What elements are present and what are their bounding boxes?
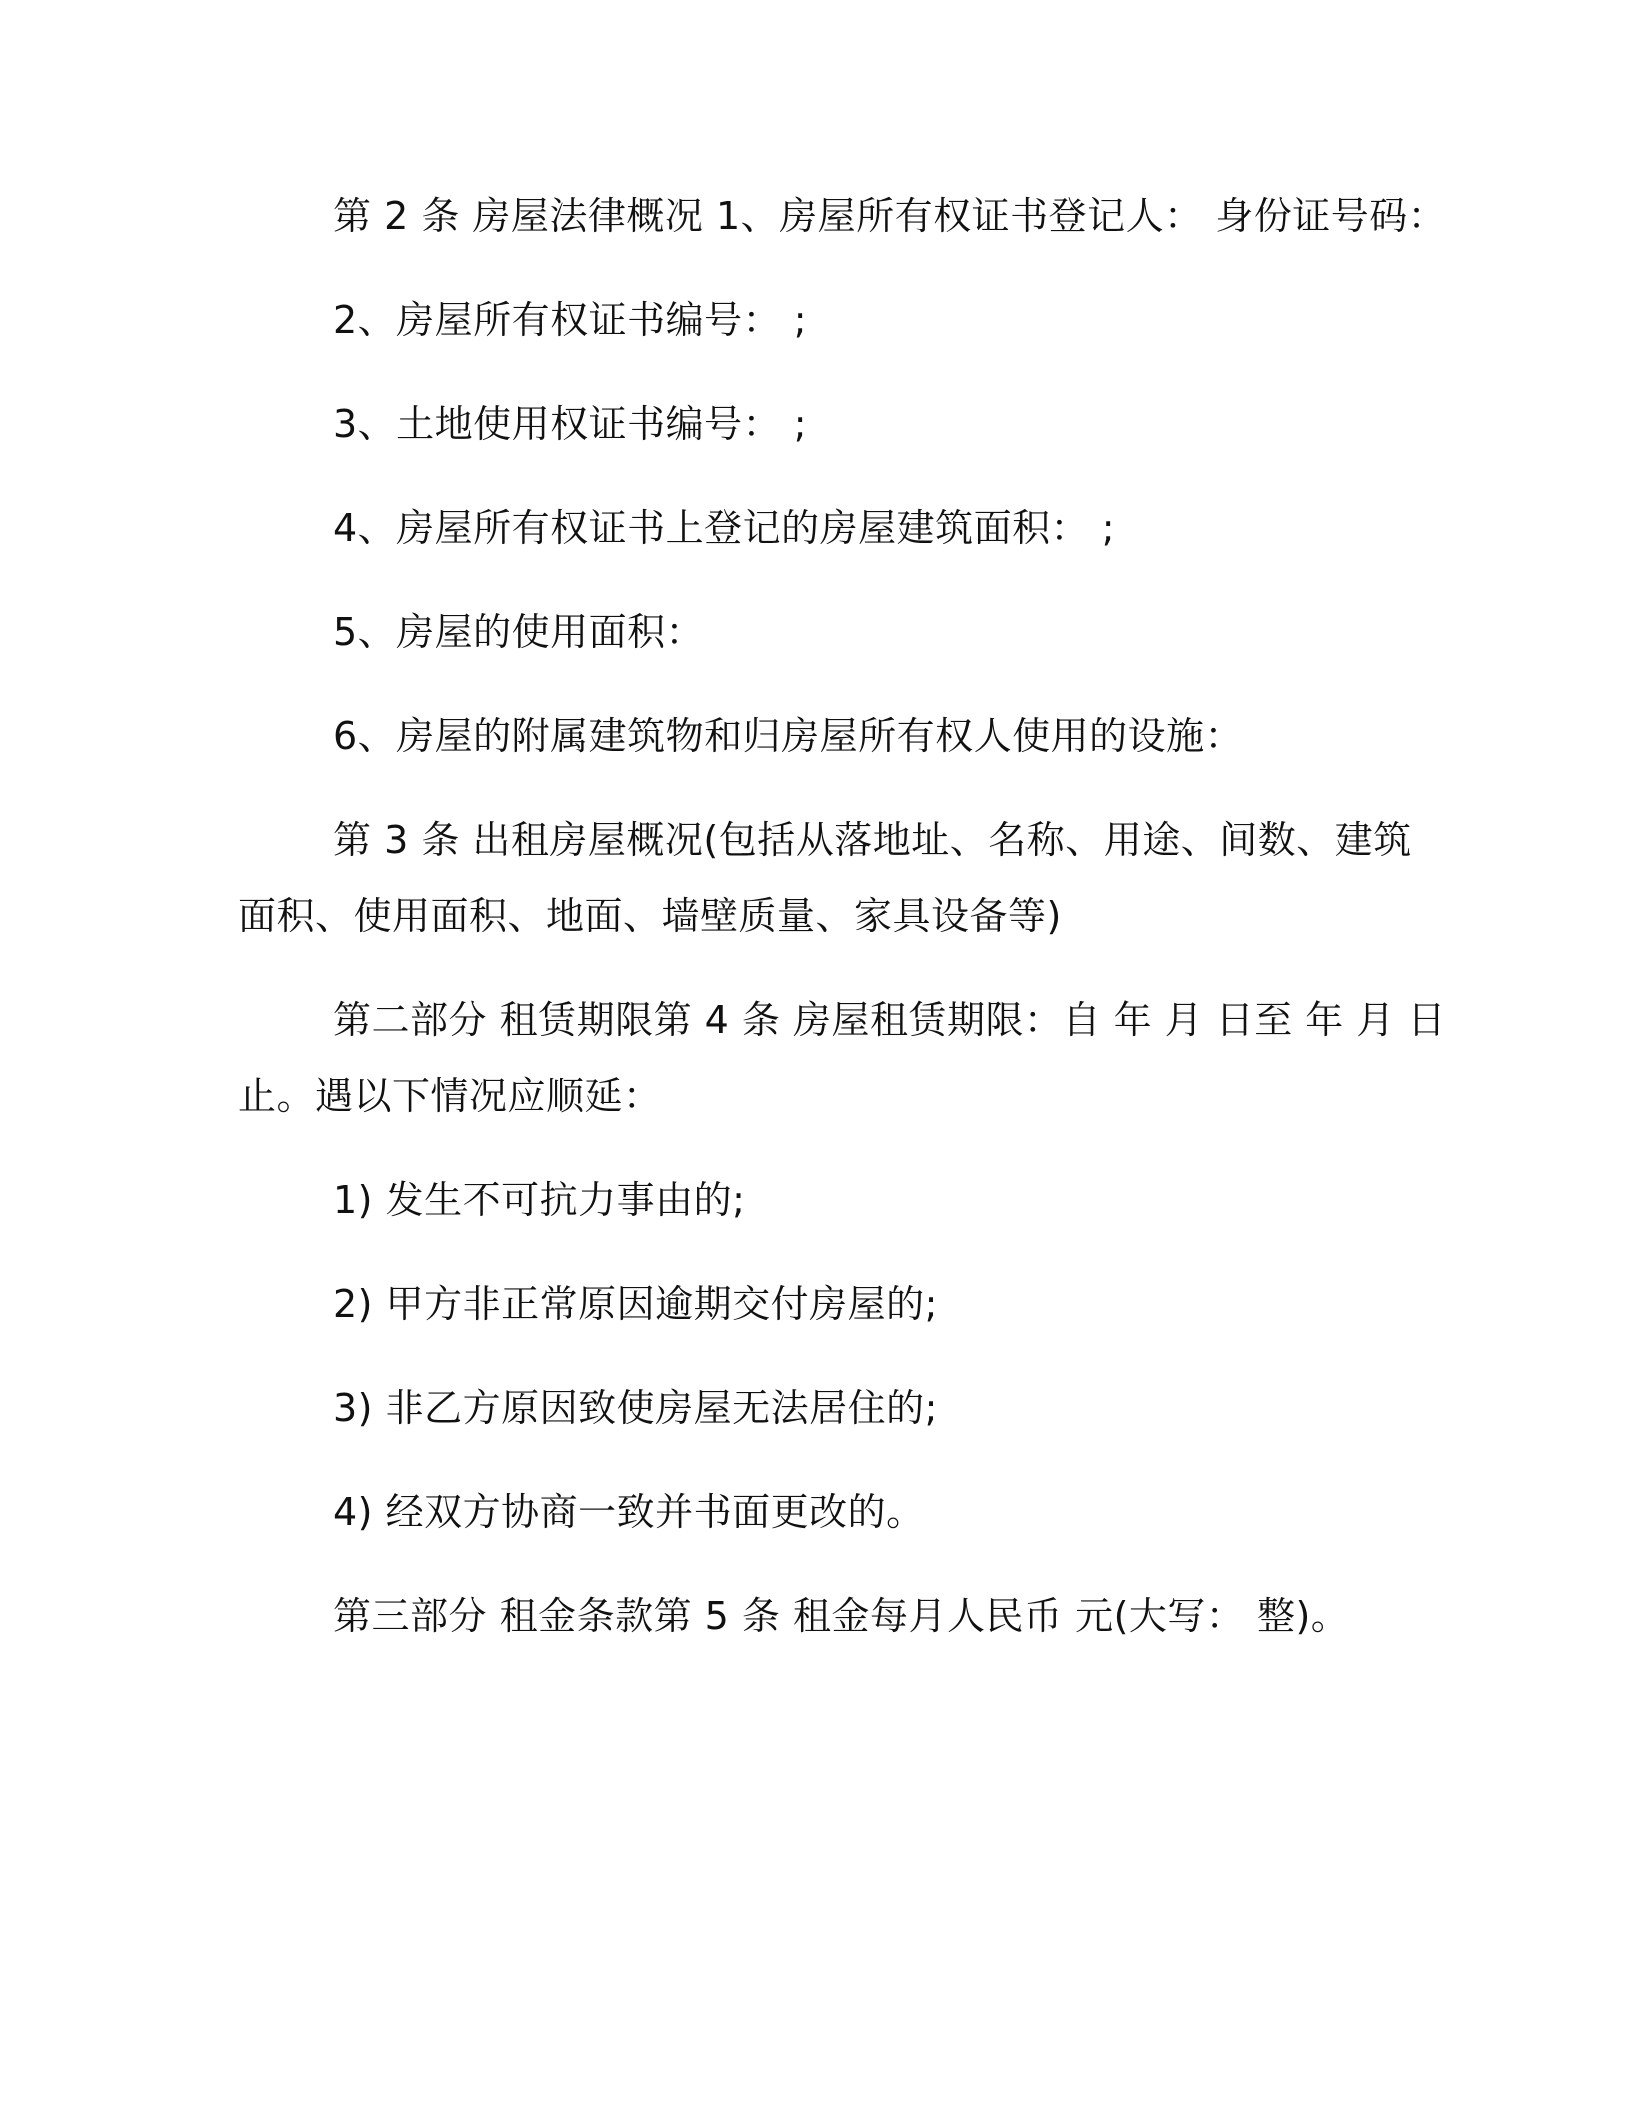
condition-2-paragraph: 2) 甲方非正常原因逾期交付房屋的; <box>333 1282 938 1326</box>
part-2-line-2: 止。遇以下情况应顺延： <box>238 1074 662 1118</box>
part-3-paragraph: 第三部分 租金条款第 5 条 租金每月人民币 元(大写： 整)。 <box>333 1594 1350 1638</box>
article-3-line-2: 面积、使用面积、地面、墙壁质量、家具设备等) <box>238 894 1062 938</box>
article-2-paragraph: 第 2 条 房屋法律概况 1、房屋所有权证书登记人： 身份证号码： <box>333 194 1447 238</box>
article-3-line-1: 第 3 条 出租房屋概况(包括从落地址、名称、用途、间数、建筑 <box>333 818 1412 862</box>
item-5-paragraph: 5、房屋的使用面积： <box>333 610 705 654</box>
condition-1-paragraph: 1) 发生不可抗力事由的; <box>333 1178 746 1222</box>
item-4-paragraph: 4、房屋所有权证书上登记的房屋建筑面积： ; <box>333 506 1116 550</box>
condition-4-paragraph: 4) 经双方协商一致并书面更改的。 <box>333 1490 925 1534</box>
item-2-paragraph: 2、房屋所有权证书编号： ; <box>333 298 808 342</box>
part-2-line-1: 第二部分 租赁期限第 4 条 房屋租赁期限：自 年 月 日至 年 月 日 <box>333 998 1446 1042</box>
condition-3-paragraph: 3) 非乙方原因致使房屋无法居住的; <box>333 1386 938 1430</box>
item-6-paragraph: 6、房屋的附属建筑物和归房屋所有权人使用的设施： <box>333 714 1244 758</box>
item-3-paragraph: 3、土地使用权证书编号： ; <box>333 402 808 446</box>
